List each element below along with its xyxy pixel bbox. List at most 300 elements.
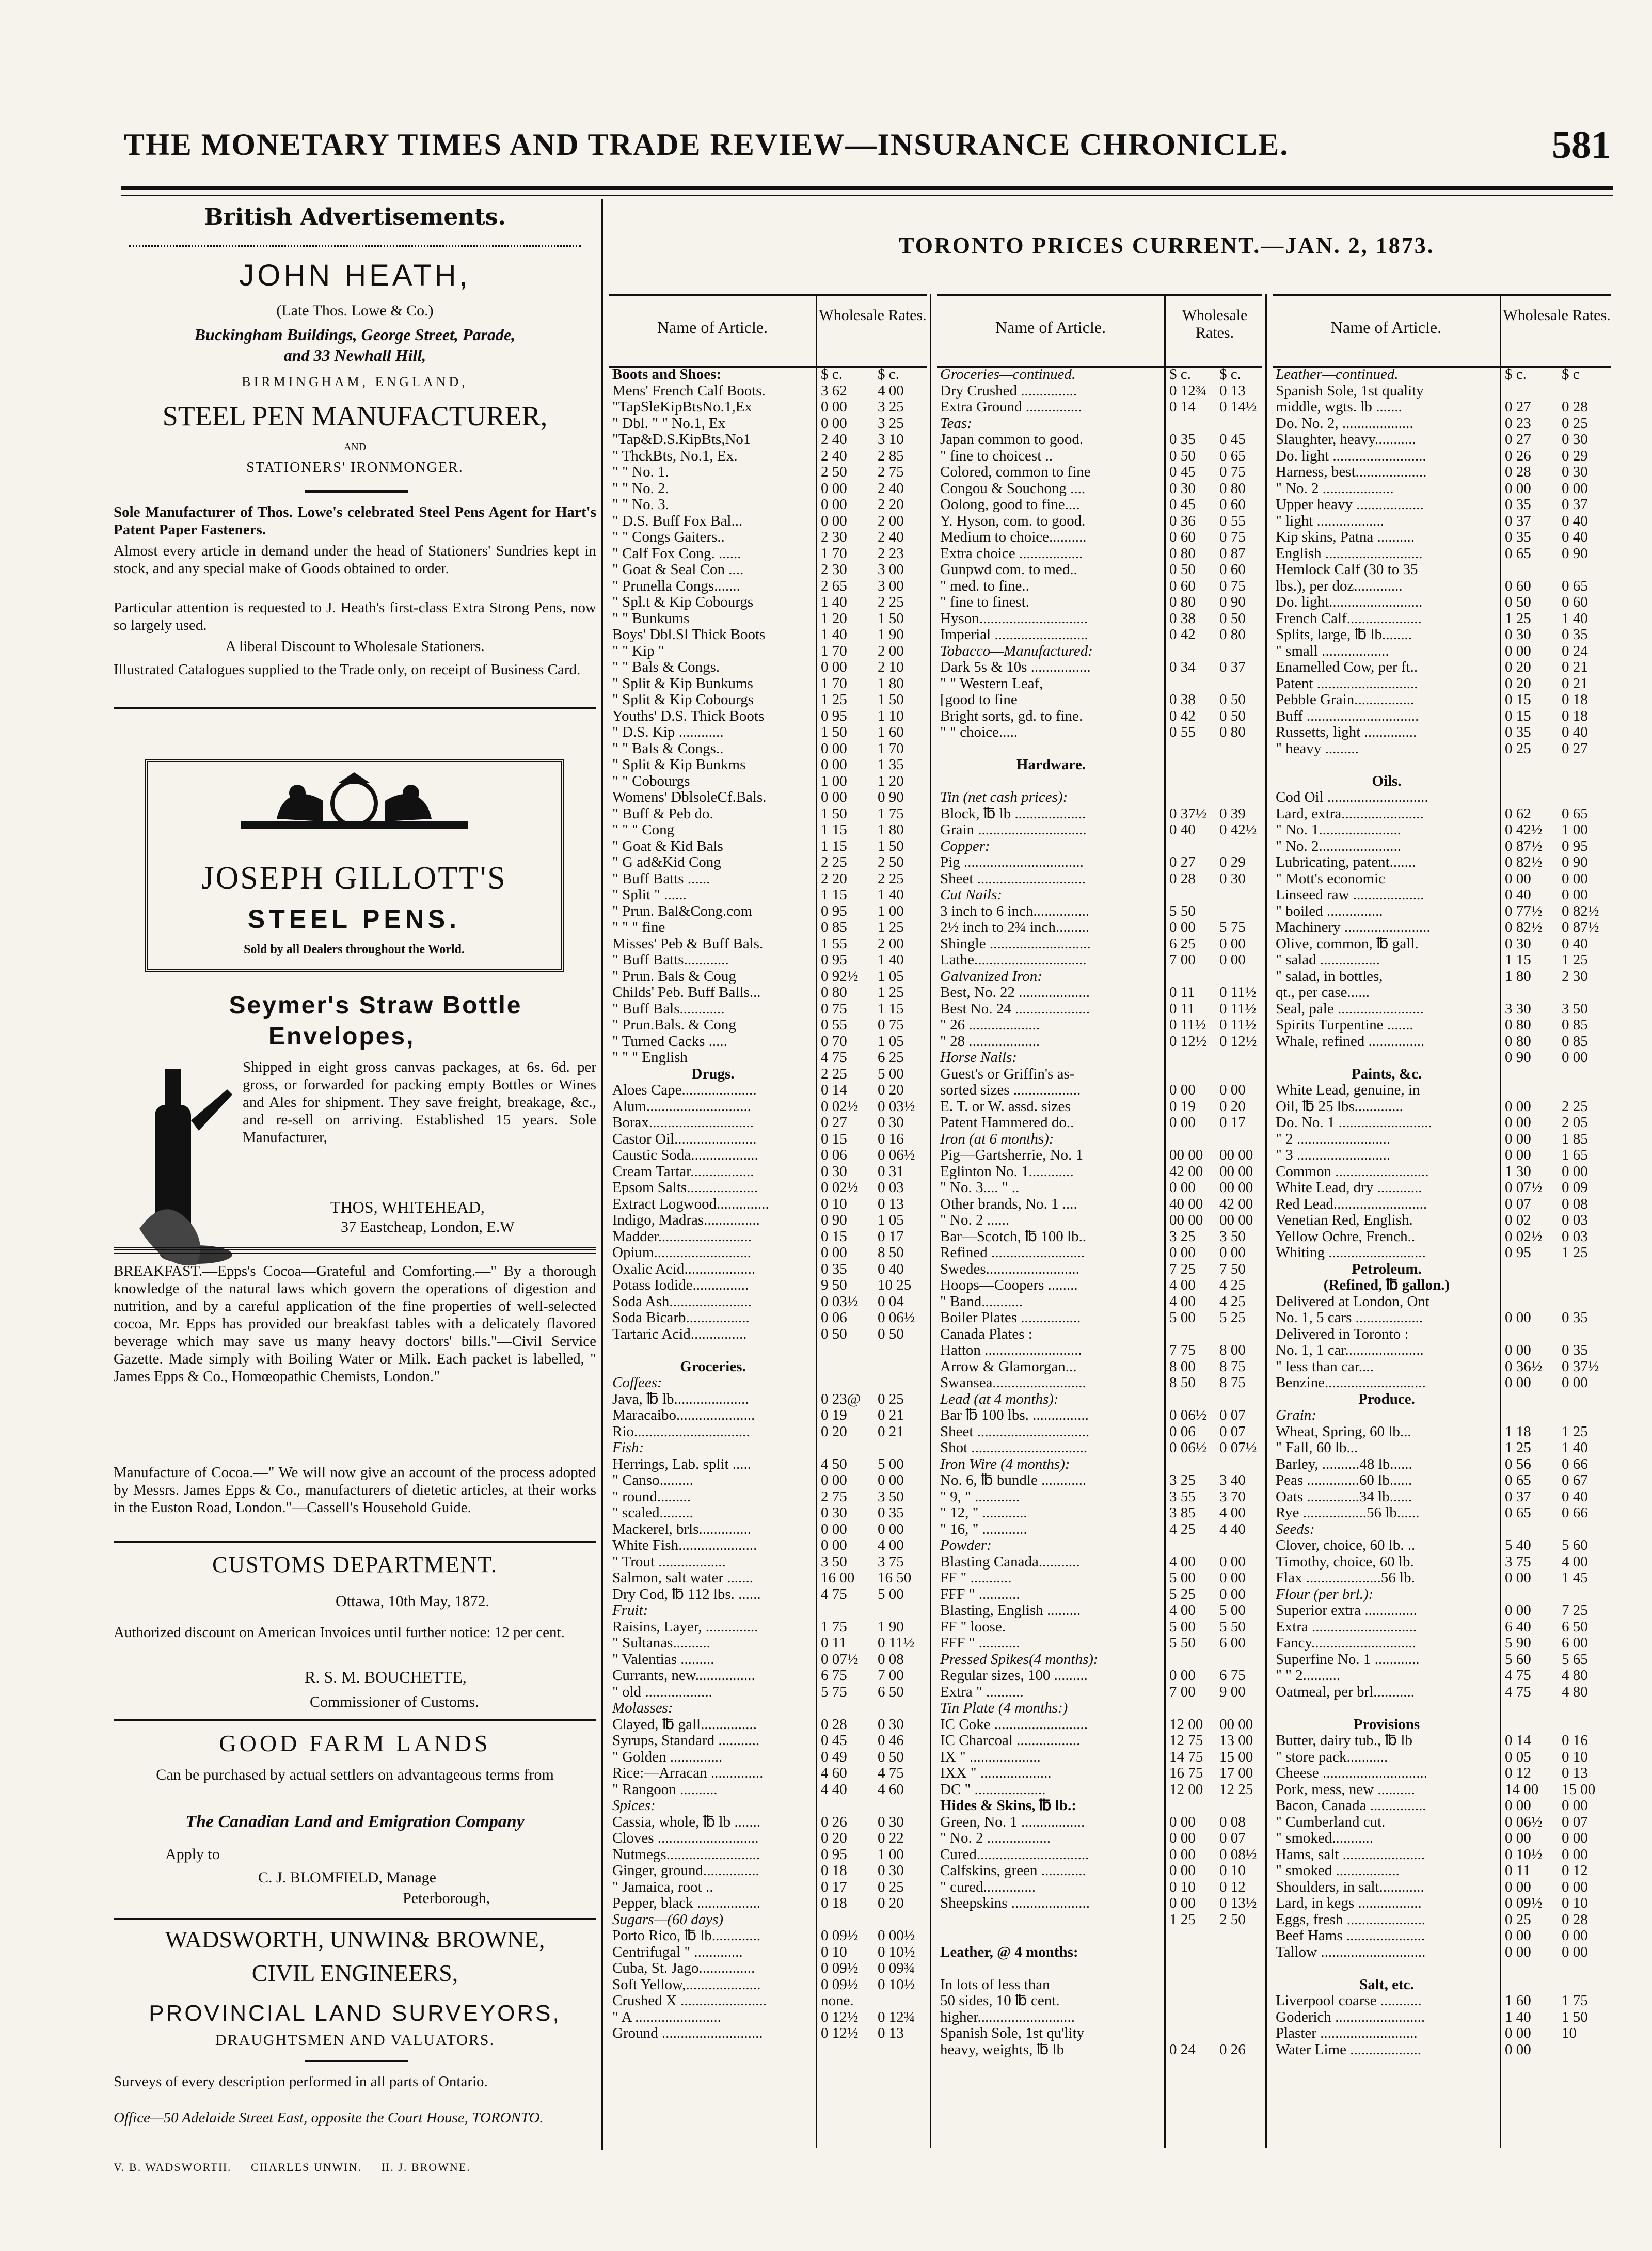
article-name: " " Cobourgs <box>612 773 690 789</box>
price-table-2 <box>937 294 1262 2148</box>
article-name: Guest's or Griffin's as- <box>940 1066 1075 1082</box>
table-row <box>940 1603 1262 1619</box>
rate-high: 5 00 <box>1219 1602 1246 1619</box>
rate-low: 1 50 <box>821 724 847 740</box>
rate-low: 0 62 <box>1505 805 1531 822</box>
rate-high: 15 00 <box>1562 1781 1596 1798</box>
table-row <box>612 773 927 790</box>
table-row <box>612 1700 927 1717</box>
rate-high: 0 12¾ <box>878 2008 915 2025</box>
rate-low: 5 00 <box>1169 1309 1196 1326</box>
rate-high: 0 00 <box>1219 1553 1246 1570</box>
rate-low: 0 92½ <box>821 968 859 985</box>
article-name: Leather, @ 4 months: <box>940 1944 1078 1960</box>
article-name: " less than car.... <box>1276 1358 1374 1375</box>
table-row <box>1276 659 1611 676</box>
table-row <box>1276 1196 1611 1213</box>
rate-low: 0 00 <box>1505 1797 1531 1814</box>
article-name: " Buff Bals............ <box>612 1001 725 1017</box>
table-row <box>1276 399 1611 416</box>
table-row <box>1276 1391 1611 1408</box>
rate-low: 0 20 <box>1505 675 1531 692</box>
table-row <box>940 1895 1262 1912</box>
table-row <box>1276 1765 1611 1782</box>
article-name: Powder: <box>940 1537 992 1553</box>
table-divider-rule <box>1265 294 1267 2148</box>
table-row <box>1276 1847 1611 1863</box>
table-row <box>612 854 927 871</box>
table-row <box>612 2025 927 2042</box>
rate-low: 0 00 <box>1505 1927 1531 1944</box>
rate-low: 00 00 <box>1169 1147 1203 1163</box>
article-name: Green, No. 1 ................. <box>940 1814 1085 1830</box>
table-row <box>940 1034 1262 1050</box>
rate-low: 0 87½ <box>1505 837 1543 854</box>
table-row <box>1276 952 1611 969</box>
table-row <box>612 2009 927 2026</box>
rate-high: 0 00 <box>1562 1927 1588 1944</box>
article-name: " A ....................... <box>612 2009 721 2025</box>
article-name: Madder......................... <box>612 1228 752 1245</box>
wadsworth-title3: PROVINCIAL LAND SURVEYORS, <box>149 2001 561 2026</box>
rate-high: 1 75 <box>1562 1992 1588 2009</box>
rate-high: 0 08 <box>878 1651 904 1668</box>
table-row <box>612 692 927 708</box>
article-name: No. 6, ℔ bundle ............ <box>940 1472 1087 1488</box>
rate-high: 1 35 <box>878 756 904 773</box>
rate-high: 0 65 <box>1219 447 1246 464</box>
article-name: Tallow ............................ <box>1276 1944 1426 1960</box>
table-row <box>1276 1782 1611 1798</box>
customs-title: CUSTOMS DEPARTMENT. <box>212 1552 498 1577</box>
article-name: " Prun.Bals. & Cong <box>612 1017 736 1033</box>
rate-high: 0 16 <box>1562 1732 1588 1749</box>
table-row <box>940 692 1262 708</box>
table-row <box>940 497 1262 513</box>
header-wholesale-rates: Wholesale Rates. <box>1500 307 1612 366</box>
table-row <box>612 448 927 465</box>
table-row <box>612 367 927 383</box>
article-name: Dry Crushed ............... <box>940 383 1077 399</box>
rate-low: 0 19 <box>1169 1098 1196 1115</box>
rate-high: 0 17 <box>878 1228 904 1245</box>
seymer-title1: Seymer's Straw Bottle <box>229 992 522 1019</box>
rate-high: 0 06½ <box>878 1147 915 1163</box>
rate-high: 0 31 <box>878 1163 904 1180</box>
article-name: English .......................... <box>1276 545 1423 562</box>
rate-low: 0 00 <box>821 415 847 432</box>
article-name: Teas: <box>940 415 972 432</box>
rate-high: 0 03 <box>1562 1212 1588 1228</box>
table-row <box>612 1554 927 1571</box>
article-name: Nutmegs......................... <box>612 1846 760 1863</box>
table-row <box>940 659 1262 676</box>
article-name: Drugs. <box>691 1066 735 1082</box>
table-row <box>940 1115 1262 1131</box>
article-name: " boiled ............... <box>1276 903 1383 920</box>
rate-high: 1 80 <box>878 675 904 692</box>
article-name: Japan common to good. <box>940 432 1084 448</box>
table-row <box>612 1635 927 1652</box>
rate-high: 4 75 <box>878 1765 904 1781</box>
article-name: Oats ..............34 lb...... <box>1276 1488 1412 1505</box>
rate-high: 3 50 <box>878 1488 904 1505</box>
article-name: Pork, mess, new .......... <box>1276 1781 1415 1798</box>
rate-low: 0 06½ <box>1169 1439 1207 1456</box>
table-row <box>940 627 1262 643</box>
table-row <box>940 448 1262 465</box>
rate-high: 42 00 <box>1219 1195 1253 1212</box>
table-row <box>1276 1245 1611 1261</box>
article-name: Calfskins, green ............ <box>940 1863 1086 1879</box>
article-name: " Prun. Bal&Cong.com <box>612 903 753 920</box>
article-name: " " " Cong <box>612 822 675 838</box>
rate-low: 2 30 <box>821 561 847 578</box>
table-row <box>1276 1407 1611 1424</box>
rate-high: 3 00 <box>878 577 904 594</box>
table-row <box>612 676 927 692</box>
rate-high: 0 85 <box>1562 1033 1588 1050</box>
rate-low: 0 55 <box>1169 724 1196 740</box>
article-name: Machinery ....................... <box>1276 920 1431 936</box>
article-name: " " " fine <box>612 920 665 936</box>
rate-low: 0 00 <box>1505 642 1531 659</box>
rate-high: 0 30 <box>1219 870 1246 887</box>
table-row <box>1276 985 1611 1001</box>
rate-low: 0 75 <box>821 1000 847 1017</box>
table-row <box>1276 1570 1611 1587</box>
table-row <box>612 1034 927 1050</box>
article-name: " store pack........... <box>1276 1749 1388 1765</box>
rate-high: 1 50 <box>878 691 904 708</box>
article-name: Regular sizes, 100 ......... <box>940 1668 1088 1684</box>
table-row <box>940 1814 1262 1831</box>
rate-high: 0 03½ <box>878 1098 915 1115</box>
rate-high: 0 35 <box>1562 1309 1588 1326</box>
article-name: Best No. 24 .................... <box>940 1001 1090 1017</box>
table-row <box>940 936 1262 953</box>
table-row <box>940 1082 1262 1099</box>
table-row <box>940 432 1262 448</box>
rate-high: 0 21 <box>878 1423 904 1440</box>
article-name: Sugars—(60 days) <box>612 1911 724 1928</box>
table-row <box>940 1944 1262 1961</box>
rate-low: 7 25 <box>1169 1260 1196 1277</box>
table-row <box>940 1684 1262 1701</box>
rate-low: 0 10 <box>821 1195 847 1212</box>
rate-low: 4 75 <box>1505 1667 1531 1684</box>
rate-low: 1 40 <box>821 594 847 610</box>
rate-low: 1 00 <box>821 772 847 789</box>
rate-high: 2 00 <box>878 512 904 529</box>
rate-low: 4 75 <box>821 1586 847 1603</box>
rate-high: 0 40 <box>1562 935 1588 952</box>
table-row <box>612 399 927 416</box>
rate-high: 0 00 <box>1219 1586 1246 1603</box>
rate-high: 0 08 <box>1219 1813 1246 1830</box>
rate-high: 0 90 <box>1562 854 1588 870</box>
rate-high: 0 03 <box>1562 1228 1588 1245</box>
article-name: 50 sides, 10 ℔ cent. <box>940 1993 1060 2009</box>
rate-low: 0 26 <box>1505 447 1531 464</box>
table-row <box>1276 611 1611 627</box>
rate-high: 2 85 <box>878 447 904 464</box>
rate-high: 4 80 <box>1562 1683 1588 1700</box>
rate-high: 0 00 <box>1219 1082 1246 1098</box>
rate-high: 0 12½ <box>1219 1033 1257 1050</box>
rate-high: 1 25 <box>1562 1244 1588 1261</box>
article-name: " Sultanas.......... <box>612 1635 710 1651</box>
table-row <box>940 1993 1262 2009</box>
rate-low: 0 00 <box>1169 1082 1196 1098</box>
wadsworth-names: V. B. WADSWORTH. CHARLES UNWIN. H. J. BROWNE. <box>114 2161 471 2174</box>
article-name: " " Western Leaf, <box>940 675 1043 692</box>
article-name: Cured.............................. <box>940 1846 1089 1863</box>
table-row <box>612 611 927 627</box>
rate-low: 0 12¾ <box>1169 382 1207 399</box>
table-row <box>940 757 1262 773</box>
heath-p5: Illustrated Catalogues supplied to the Trade only, on receipt of Business Card. <box>114 661 581 678</box>
article-name: " salad ................ <box>1276 952 1380 968</box>
rate-low: 0 35 <box>1505 496 1531 513</box>
rate-high: 6 25 <box>878 1049 904 1066</box>
table-row <box>940 383 1262 400</box>
article-name: E. T. or W. assd. sizes <box>940 1098 1071 1115</box>
rate-low: 4 00 <box>1169 1277 1196 1293</box>
heath-p4: A liberal Discount to Wholesale Stationers. <box>225 638 485 655</box>
rate-high: 00 00 <box>1219 1147 1253 1163</box>
article-name: Cream Tartar................. <box>612 1163 754 1180</box>
article-name: No. 1, 5 cars .................. <box>1276 1310 1423 1326</box>
article-name: " Canso......... <box>612 1472 693 1488</box>
rate-low: 0 18 <box>821 1895 847 1911</box>
article-name: Cloves ........................... <box>612 1830 759 1846</box>
table-row <box>612 1912 927 1928</box>
article-name: " light .................. <box>1276 513 1385 529</box>
rate-high: 12 25 <box>1219 1781 1253 1798</box>
rate-high: 0 30 <box>1562 431 1588 448</box>
table-row <box>612 838 927 855</box>
rate-high: 0 11½ <box>1219 1017 1257 1033</box>
rate-low: 3 62 <box>821 382 847 399</box>
table-row <box>612 1099 927 1115</box>
rate-low: 0 02½ <box>821 1179 859 1196</box>
rate-low: 0 95 <box>821 952 847 968</box>
rate-high: 0 13 <box>1219 382 1246 399</box>
table-row <box>1276 887 1611 903</box>
heath-name: JOHN HEATH, <box>239 259 471 292</box>
article-name: " 26 ................... <box>940 1017 1040 1033</box>
rate-low: 0 82½ <box>1505 854 1543 870</box>
table-row <box>612 1050 927 1066</box>
rate-high: 6 00 <box>1219 1635 1246 1651</box>
rate-low: 1 25 <box>821 691 847 708</box>
rate-high: 0 60 <box>1219 561 1246 578</box>
table-row <box>940 546 1262 562</box>
rate-high: 4 25 <box>1219 1293 1246 1310</box>
table-row <box>612 546 927 562</box>
rate-low: none. <box>821 1992 854 2009</box>
table-row <box>1276 513 1611 530</box>
rate-high: 0 40 <box>1562 512 1588 529</box>
article-name: Bar—Scotch, ℔ 100 lb.. <box>940 1228 1087 1245</box>
article-name: White Fish..................... <box>612 1537 757 1553</box>
rate-high: 1 45 <box>1562 1570 1588 1586</box>
article-name: Bright sorts, gd. to fine. <box>940 708 1083 724</box>
table-row <box>1276 1537 1611 1554</box>
table-row <box>612 757 927 773</box>
rate-high: 0 07 <box>1219 1407 1246 1423</box>
rate-low: 0 36 <box>1169 512 1196 529</box>
gillott-sold: Sold by all Dealers throughout the World. <box>244 943 465 956</box>
rate-high: 0 10 <box>1219 1862 1246 1879</box>
table-row <box>1276 920 1611 936</box>
rate-high: 4 00 <box>878 1537 904 1553</box>
table-row <box>1276 1977 1611 1993</box>
rate-high: 1 75 <box>878 805 904 822</box>
article-name: " Split & Kip Bunkums <box>612 675 753 692</box>
article-name: Spices: <box>612 1798 656 1814</box>
rate-low: 0 34 <box>1169 659 1196 675</box>
table-row <box>1276 1684 1611 1701</box>
article-name: " Jamaica, root .. <box>612 1879 713 1895</box>
rate-high: 1 90 <box>878 1618 904 1635</box>
rate-high: 0 10½ <box>878 1976 915 1993</box>
article-name: Soda Ash...................... <box>612 1293 752 1310</box>
rate-high: 0 03 <box>878 1179 904 1196</box>
rate-high: 0 10 <box>1562 1895 1588 1911</box>
wadsworth-title1: WADSWORTH, UNWIN& BROWNE, <box>165 1926 545 1953</box>
rate-high: 0 27 <box>1562 740 1588 757</box>
rate-high: 0 11½ <box>878 1635 915 1651</box>
heath-trade: STEEL PEN MANUFACTURER, <box>162 401 548 432</box>
table-row <box>940 1180 1262 1196</box>
column-divider <box>601 199 603 2150</box>
rate-low: 0 00 <box>1505 1114 1531 1131</box>
article-name: Dark 5s & 10s ................ <box>940 659 1091 675</box>
rate-high: 0 21 <box>1562 675 1588 692</box>
header-name-of-article: Name of Article. <box>1330 318 1442 337</box>
rate-low: 0 00 <box>1169 1179 1196 1196</box>
rate-low: 0 05 <box>1505 1748 1531 1765</box>
table-row <box>612 659 927 676</box>
rate-low: 0 00 <box>821 756 847 773</box>
article-name: Borax............................ <box>612 1115 754 1131</box>
rate-high: 0 14½ <box>1219 399 1257 415</box>
divider <box>114 707 596 709</box>
table-row <box>1276 1229 1611 1245</box>
section-title: British Advertisements. <box>204 204 506 230</box>
article-name: Molasses: <box>612 1700 673 1716</box>
table-row <box>1276 1001 1611 1018</box>
rate-high: 1 00 <box>1562 821 1588 838</box>
farm-company: The Canadian Land and Emigration Company <box>185 1812 525 1831</box>
article-name: Flour (per brl.): <box>1276 1586 1374 1603</box>
rate-low: 0 11 <box>1169 1000 1195 1017</box>
rate-low: 0 30 <box>1505 626 1531 643</box>
article-name: Tobacco—Manufactured: <box>940 643 1093 659</box>
article-name: " Buff Batts............ <box>612 952 729 968</box>
rate-low: 0 25 <box>1505 1911 1531 1928</box>
article-name: FFF " ........... <box>940 1586 1020 1603</box>
rate-high: 0 95 <box>1562 837 1588 854</box>
article-name: " No. 2 ...... <box>940 1212 1010 1228</box>
rate-high: 0 40 <box>1562 724 1588 740</box>
table-row <box>1276 676 1611 692</box>
rate-low: 1 70 <box>821 675 847 692</box>
gillott-name: JOSEPH GILLOTT'S <box>201 861 507 896</box>
article-name: " No. 2 ................... <box>1276 480 1394 497</box>
rate-high: 0 00½ <box>878 1927 915 1944</box>
rate-low: 0 45 <box>1169 496 1196 513</box>
header-name-of-article: Name of Article. <box>657 318 768 337</box>
article-name: Water Lime ................... <box>1276 2041 1421 2058</box>
rate-low: 0 07½ <box>821 1651 859 1668</box>
table-row <box>612 464 927 481</box>
article-name: [good to fine <box>940 692 1018 708</box>
rate-high: 1 15 <box>878 1000 904 1017</box>
rate-low: 0 06 <box>1169 1423 1196 1440</box>
rate-low: 0 00 <box>821 789 847 805</box>
article-name: Goderich ........................ <box>1276 2009 1425 2025</box>
rate-low: 0 24 <box>1169 2041 1196 2058</box>
table-row <box>612 1424 927 1440</box>
rate-high: 00 00 <box>1219 1179 1253 1196</box>
table-row <box>612 1294 927 1310</box>
article-name: Venetian Red, English. <box>1276 1212 1413 1228</box>
rate-high: 0 20 <box>878 1082 904 1098</box>
rate-low: 0 23 <box>1505 415 1531 432</box>
rate-high: 2 30 <box>1562 968 1588 985</box>
article-name: " Fall, 60 lb... <box>1276 1440 1358 1456</box>
rate-low: 1 25 <box>1505 610 1531 627</box>
rate-low: 0 28 <box>821 1716 847 1733</box>
table-row <box>940 1472 1262 1489</box>
rate-high: 3 50 <box>1562 1000 1588 1017</box>
wavy-rule <box>129 245 581 247</box>
divider <box>114 1719 596 1721</box>
table-row <box>1276 562 1611 578</box>
table-row <box>612 594 927 611</box>
rate-low: 3 25 <box>1169 1228 1196 1245</box>
rate-low: 0 00 <box>1169 1114 1196 1131</box>
article-name: Do. light......................... <box>1276 594 1423 610</box>
article-name: " 9, " ............ <box>940 1488 1020 1505</box>
article-name: " 16, " ............ <box>940 1521 1027 1537</box>
article-name: Barley, ..........48 lb...... <box>1276 1456 1412 1472</box>
table-row <box>940 594 1262 611</box>
rate-low: 0 03½ <box>821 1293 859 1310</box>
table-row <box>612 708 927 725</box>
article-name: Galvanized Iron: <box>940 968 1042 985</box>
rate-low: 0 19 <box>821 1407 847 1423</box>
table-row <box>612 1814 927 1831</box>
article-name: " Turned Cacks ..... <box>612 1033 727 1050</box>
rate-low: 12 00 <box>1169 1781 1203 1798</box>
rate-low: 0 09½ <box>1505 1895 1543 1911</box>
rate-low: 0 27 <box>1505 431 1531 448</box>
table-row <box>1276 1652 1611 1668</box>
rate-low: 0 95 <box>821 902 847 920</box>
rate-low: 6 40 <box>1505 1618 1531 1635</box>
rate-low: 6 25 <box>1169 935 1196 952</box>
rate-high: $ c. <box>878 366 899 383</box>
rate-high: 0 35 <box>1562 1342 1588 1358</box>
rate-low: 0 60 <box>1169 529 1196 545</box>
table-row <box>1276 724 1611 741</box>
article-name: Mackerel, brls.............. <box>612 1521 751 1537</box>
rate-high: 0 00 <box>1562 886 1588 903</box>
